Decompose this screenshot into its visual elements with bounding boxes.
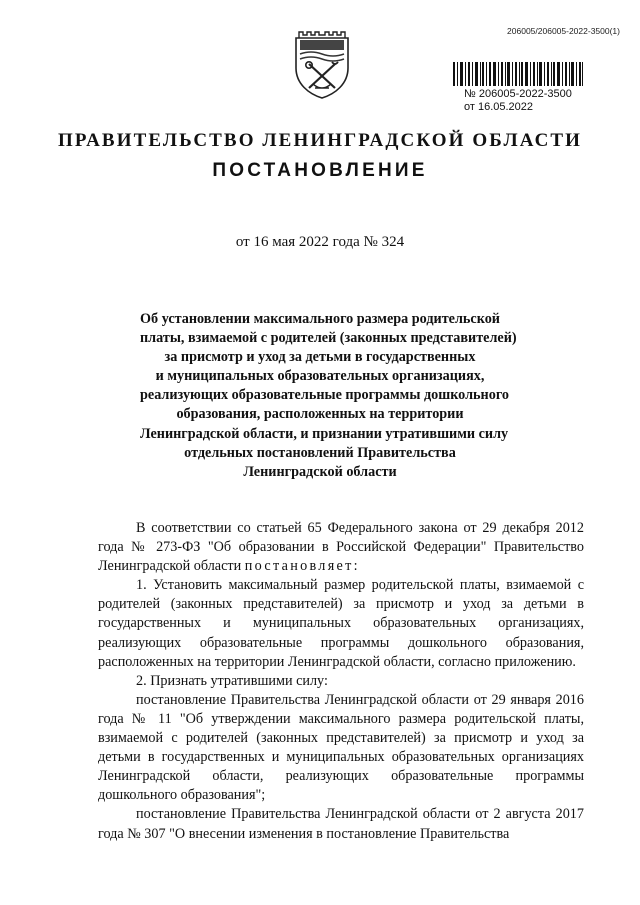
decree-punctuation: : bbox=[353, 558, 358, 575]
document-code: 206005/206005-2022-3500(1) bbox=[507, 26, 620, 36]
subject-line: и муниципальных образовательных организациях, bbox=[155, 368, 485, 385]
item-1-paragraph: 1. Установить максимальный размер родительской платы, взимаемой с родителей (законных представителей) за присмотр и уход за детьми в государственных и муниципальных образовательных организациях, реализующих образовательные программы дошкольного образования, расположенных на территории Ленинградской области, согласно приложению. bbox=[98, 577, 584, 670]
subject-line: Ленинградской области bbox=[243, 463, 397, 480]
item-2a-paragraph: постановление Правительства Ленинградской области от 29 января 2016 года № 11 "Об утверждении максимального размера родительской платы, взимаемой с родителей (законных представителей) за присмотр и уход за детьми в государственных и муниципальных образовательных организациях Ленинградской области, реализующих образовательные программы дошкольного образования"; bbox=[98, 691, 584, 804]
subject-line: отдельных постановлений Правительства bbox=[184, 444, 456, 461]
subject-line: за присмотр и уход за детьми в государственных bbox=[164, 349, 476, 366]
subject-line: Ленинградской области, и признании утратившими силу bbox=[140, 425, 509, 442]
subject-line: образования, расположенных на территории bbox=[176, 406, 464, 423]
document-body bbox=[98, 519, 584, 844]
decree-word: постановляет bbox=[244, 558, 354, 575]
document-date-number: от 16 мая 2022 года № 324 bbox=[235, 234, 405, 250]
item-2-paragraph: 2. Признать утратившими силу: bbox=[136, 672, 328, 689]
registration-block bbox=[464, 88, 572, 114]
preamble-paragraph bbox=[98, 519, 584, 576]
government-title: ПРАВИТЕЛЬСТВО ЛЕНИНГРАДСКОЙ ОБЛАСТИ bbox=[57, 130, 583, 151]
barcode bbox=[453, 62, 583, 86]
subject-line: реализующих образовательные программы дошкольного bbox=[140, 387, 510, 404]
item-2b-paragraph: постановление Правительства Ленинградской области от 2 августа 2017 года № 307 "О внесении изменения в постановление Правительства bbox=[98, 806, 584, 842]
registration-number: № 206005-2022-3500 bbox=[464, 88, 572, 100]
registration-date: от 16.05.2022 bbox=[464, 101, 534, 113]
coat-of-arms-emblem bbox=[291, 24, 353, 100]
document-type: ПОСТАНОВЛЕНИЕ bbox=[212, 160, 428, 181]
subject-line: платы, взимаемой с родителей (законных представителей) bbox=[140, 330, 517, 347]
preamble-text: В соответствии со статьей 65 Федерального закона от 29 декабря 2012 года № 273-ФЗ "Об образовании в Российской Федерации" Правительство Ленинградской области bbox=[98, 520, 584, 575]
document-subject bbox=[140, 310, 517, 482]
subject-line: Об установлении максимального размера родительской bbox=[140, 311, 500, 327]
